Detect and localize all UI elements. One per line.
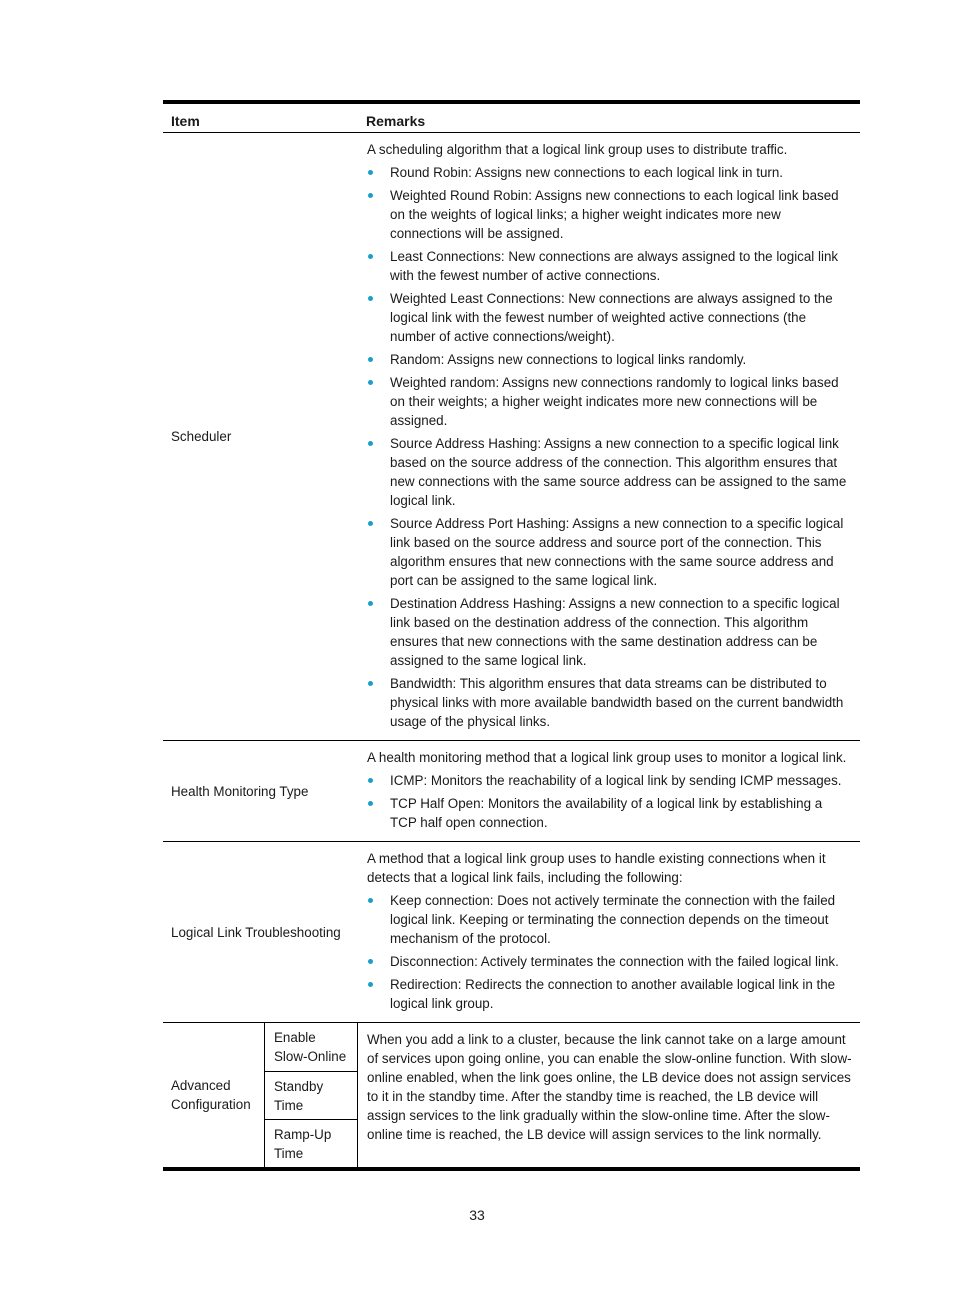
- advanced-subitems: [265, 1023, 358, 1167]
- list-item: [367, 163, 852, 182]
- bullet-icon: [368, 170, 373, 175]
- list-item-text: ICMP: Monitors the reachability of a logical link by sending ICMP messages.: [390, 773, 842, 788]
- list-item: [367, 350, 852, 369]
- list-item-text: Round Robin: Assigns new connections to each logical link in turn.: [390, 165, 784, 180]
- item-logical-link-troubleshooting: Logical Link Troubleshooting: [171, 924, 341, 940]
- list-item-text: Source Address Port Hashing: Assigns a new connection to a specific logical link based on the source address and source port of the connection. This algorithm ensures that new connections with the same source address and port can be assigned to the same logical link.: [390, 516, 844, 588]
- remarks-description: A method that a logical link group uses to handle existing connections when it detects that a logical link fails, including the following:: [367, 851, 826, 885]
- list-item: [367, 952, 852, 971]
- bullet-list: [367, 891, 852, 1013]
- subitem-enable-slow-online: Enable Slow-Online: [274, 1030, 347, 1064]
- subitem-ramp-up-time: Ramp-Up Time: [265, 1119, 357, 1167]
- item-cell: [163, 741, 358, 841]
- bullet-icon: [368, 959, 373, 964]
- list-item: [367, 289, 852, 346]
- bullet-icon: [368, 601, 373, 606]
- list-item-text: Weighted random: Assigns new connections randomly to logical links based on their weights; a higher weight indicates more new connections will be assigned.: [390, 375, 839, 428]
- subitem-standby-time: Standby Time: [265, 1071, 357, 1119]
- bullet-icon: [368, 380, 373, 385]
- table-header: [163, 102, 860, 133]
- list-item: [367, 434, 852, 510]
- list-item-text: Weighted Round Robin: Assigns new connections to each logical link based on the weights of logical links; a higher weight indicates more new connections will be assigned.: [390, 188, 839, 241]
- list-item-text: Disconnection: Actively terminates the connection with the failed logical link.: [390, 954, 839, 969]
- list-item-text: Weighted Least Connections: New connections are always assigned to the logical link with the fewest number of weighted active connections (the number of active connections/weight).: [390, 291, 833, 344]
- list-item-text: Bandwidth: This algorithm ensures that data streams can be distributed to physical links with more available bandwidth based on the current bandwidth usage of the physical links.: [390, 676, 844, 729]
- bullet-icon: [368, 357, 373, 362]
- bullet-icon: [368, 254, 373, 259]
- bullet-icon: [368, 801, 373, 806]
- list-item-text: Source Address Hashing: Assigns a new connection to a specific logical link based on the source address of the connection. This algorithm ensures that new connections with the same source address can be assigned to the same logical link.: [390, 436, 847, 508]
- list-item: [367, 674, 852, 731]
- list-item: [367, 514, 852, 590]
- page-number: 33: [469, 1207, 485, 1223]
- header-item: Item: [171, 113, 200, 129]
- item-scheduler: Scheduler: [171, 429, 232, 444]
- bullet-icon: [368, 441, 373, 446]
- bullet-icon: [368, 521, 373, 526]
- item-cell: [163, 133, 358, 740]
- bullet-icon: [368, 193, 373, 198]
- table-row-advanced: [163, 1023, 860, 1170]
- bullet-icon: [368, 898, 373, 903]
- list-item: [367, 373, 852, 430]
- parameters-table: [163, 100, 860, 1171]
- bullet-list: [367, 771, 852, 832]
- bullet-icon: [368, 296, 373, 301]
- list-item: [367, 594, 852, 670]
- list-item-text: Random: Assigns new connections to logical links randomly.: [390, 352, 747, 367]
- bullet-list: [367, 163, 852, 731]
- bullet-icon: [368, 778, 373, 783]
- remarks-description: A health monitoring method that a logical link group uses to monitor a logical link.: [367, 750, 847, 765]
- list-item-text: TCP Half Open: Monitors the availability of a logical link by establishing a TCP half open connection.: [390, 796, 823, 830]
- list-item-text: Destination Address Hashing: Assigns a new connection to a specific logical link based on the destination address of the connection. This algorithm ensures that new connections with the same destination address can be assigned to the same logical link.: [390, 596, 840, 668]
- item-advanced-configuration: [163, 1023, 265, 1167]
- list-item: [367, 247, 852, 285]
- bullet-icon: [368, 681, 373, 686]
- table-header-row: [163, 102, 860, 133]
- list-item: [367, 891, 852, 948]
- remarks-cell: [358, 741, 860, 841]
- list-item-text: Least Connections: New connections are always assigned to the logical link with the fewest number of active connections.: [390, 249, 839, 283]
- list-item: [367, 771, 852, 790]
- header-remarks: Remarks: [366, 113, 426, 129]
- table-row: [163, 741, 860, 842]
- table-row: [163, 842, 860, 1023]
- table-row: [163, 133, 860, 741]
- list-item: [367, 975, 852, 1013]
- list-item-text: Keep connection: Does not actively terminate the connection with the failed logical link. Keeping or terminating the connection depends on the timeout mechanism of the protocol.: [390, 893, 836, 946]
- list-item-text: Redirection: Redirects the connection to another available logical link in the logical link group.: [390, 977, 836, 1011]
- remarks-description: A scheduling algorithm that a logical link group uses to distribute traffic.: [367, 142, 788, 157]
- item-health-monitoring-type: Health Monitoring Type: [171, 783, 309, 799]
- bullet-icon: [368, 982, 373, 987]
- item-cell: [163, 842, 358, 1022]
- list-item: [367, 794, 852, 832]
- remarks-cell: [358, 133, 860, 740]
- remarks-cell: [358, 842, 860, 1022]
- advanced-label: Advanced Configuration: [171, 1078, 251, 1112]
- list-item: [367, 186, 852, 243]
- advanced-remarks: When you add a link to a cluster, because the link cannot take on a large amount of services upon going online, you can enable the slow-online function. With slow-online enabled, when the link goes online, the LB device does not assign services to it in the standby time. After the standby time is reached, the LB device will assign services to the link gradually within the slow-online time. After the slow-online time is reached, the LB device will assign services to the link normally.: [367, 1032, 852, 1142]
